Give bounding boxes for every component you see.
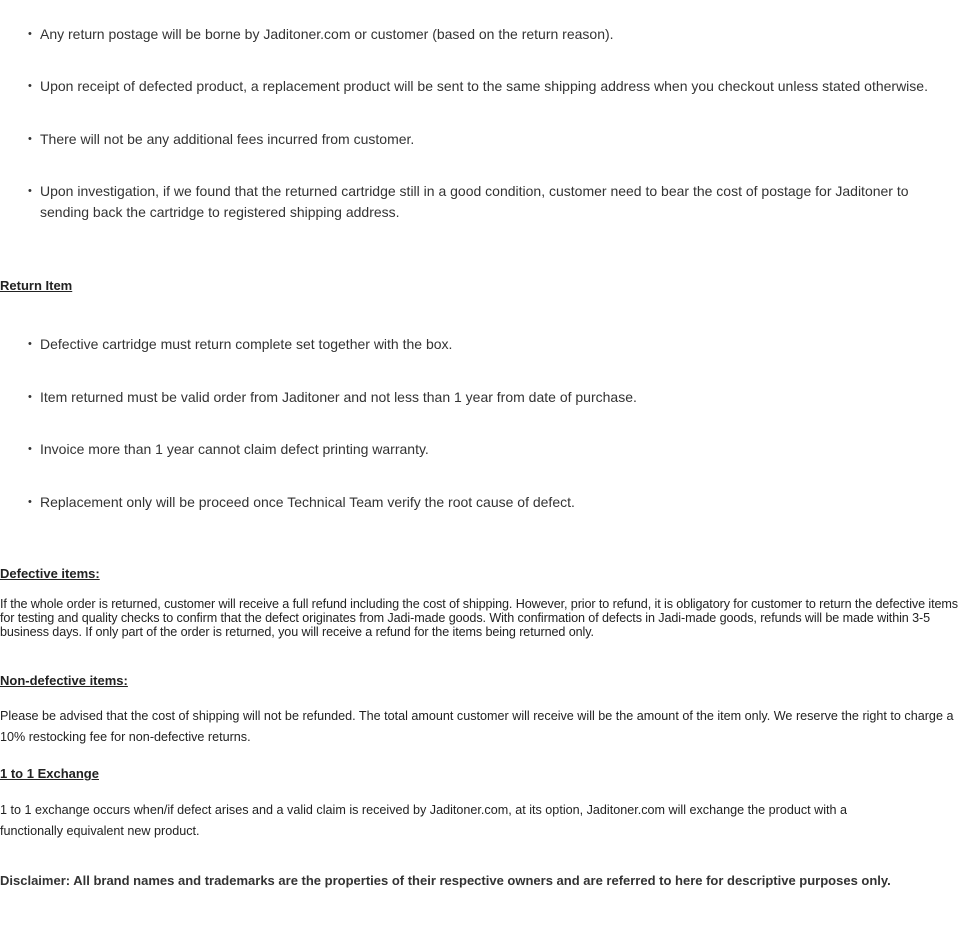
list-item [28, 129, 940, 150]
list-item [28, 334, 940, 355]
list-item-text: There will not be any additional fees incurred from customer. [40, 131, 415, 147]
bullet-icon: • [28, 80, 32, 92]
list-item-text: Replacement only will be proceed once Technical Team verify the root cause of defect. [40, 494, 575, 510]
list-item [28, 387, 940, 408]
defective-items-text: If the whole order is returned, customer will receive a full refund including the cost of shipping. However, prior to refund, it is obligatory for customer to return the defective items for testing and quality checks to confirm that the defect originates from Jadi-made goods. With confirmation of defects in Jadi-made goods, refunds will be made within 3-5 business days. If only part of the order is returned, you will receive a refund for the items being returned only. [0, 597, 958, 639]
bullet-icon: • [28, 443, 32, 455]
bullet-icon: • [28, 185, 32, 197]
exchange-text: 1 to 1 exchange occurs when/if defect arises and a valid claim is received by Jaditoner.com, at its option, Jaditoner.com will exchange the product with a functionally equivalent new product. [0, 803, 848, 838]
list-item-text: Defective cartridge must return complete set together with the box. [40, 336, 453, 352]
disclaimer-text: Disclaimer: All brand names and trademarks are the properties of their respective owners and are referred to here for descriptive purposes only. [0, 873, 891, 888]
defective-items-heading: Defective items: [0, 566, 100, 581]
bullet-icon: • [28, 133, 32, 145]
return-item-heading: Return Item [0, 278, 73, 293]
bullet-icon: • [28, 28, 32, 40]
list-item-text: Any return postage will be borne by Jaditoner.com or customer (based on the return reason). [40, 26, 614, 42]
list-item [28, 24, 940, 45]
exchange-heading: 1 to 1 Exchange [0, 766, 99, 781]
bullet-icon: • [28, 338, 32, 350]
list-item-text: Upon receipt of defected product, a replacement product will be sent to the same shipping address when you checkout unless stated otherwise. [40, 78, 928, 94]
bullet-icon: • [28, 391, 32, 403]
list-item [28, 492, 940, 513]
list-item [28, 439, 940, 460]
list-item-text: Upon investigation, if we found that the returned cartridge still in a good condition, customer need to bear the cost of postage for Jaditoner to sending back the cartridge to registered shipping address. [40, 183, 909, 220]
non-defective-items-text: Please be advised that the cost of shipping will not be refunded. The total amount customer will receive will be the amount of the item only. We reserve the right to charge a 10% restocking fee for non-defective returns. [0, 709, 954, 744]
non-defective-items-heading: Non-defective items: [0, 673, 128, 688]
list-item-text: Invoice more than 1 year cannot claim defect printing warranty. [40, 441, 429, 457]
list-item-text: Item returned must be valid order from Jaditoner and not less than 1 year from date of purchase. [40, 389, 637, 405]
list-item [28, 76, 940, 97]
bullet-icon: • [28, 496, 32, 508]
list-item [28, 181, 920, 223]
